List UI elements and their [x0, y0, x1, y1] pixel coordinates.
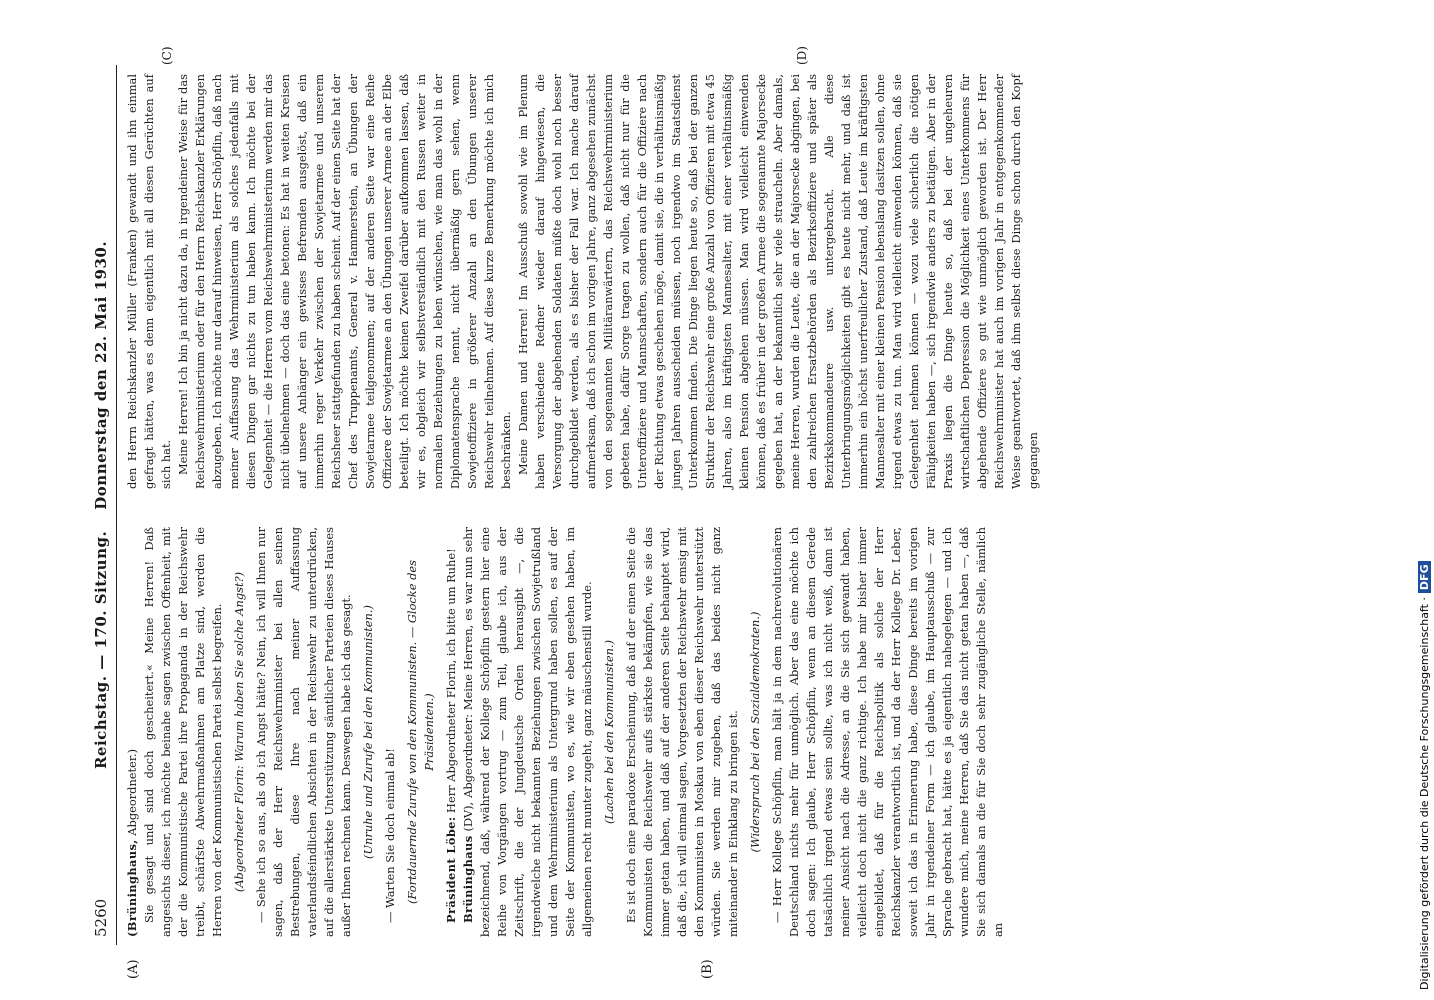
stage-text: (Fortdauernde Zurufe von den Kommunisten. — Glocke des Präsidenten.): [405, 560, 436, 904]
paragraph-text: Sie gesagt und sind doch gescheitert.« Meine Herren! Daß angesichts dieser, ich möchte beinahe sagen zwischen Offenheit, mit der die Kommunistische Partei ihre Propaganda in der Reichswehr treibt, schärfste Abwehrmaßnahmen am Platze sind, werden die Herren von der Kommunistischen Partei selbst begreifen.: [142, 527, 224, 937]
session-title: Reichstag. — 170. Sitzung.: [92, 530, 110, 770]
digitization-credit: [1418, 10, 1434, 990]
paragraph: [769, 527, 1007, 937]
speaker-name: Brüninghaus: [461, 835, 475, 923]
session-date: Donnerstag den 22. Mai 1930.: [92, 240, 110, 510]
column-left: [124, 527, 1007, 937]
dfg-logo: DFG: [1418, 561, 1431, 593]
paragraph: [124, 74, 175, 489]
stage-text: (Abgeordneter Florin: Warum haben Sie solche Angst?): [232, 571, 246, 893]
stage-direction: [404, 527, 438, 937]
speaker-name: (Brüninghaus,: [125, 839, 139, 937]
paragraph-text: — Sehe ich so aus, als ob ich Angst hätte? Nein, ich will Ihnen nur sagen, daß der Herr Reichswehrminister bei allen seinen Bestrebungen, diese Ihre nach meiner Auffassung vaterlandsfeindlichen Absichten in der Reichswehr zu unterdrücken, auf die allerstärkste Unterstützung sämtlicher Parteien dieses Hauses außer Ihnen rechnen kann. Deswegen habe ich das gesagt.: [254, 527, 353, 937]
margin-mark-a: (A): [126, 959, 141, 979]
paragraph-text: den Herrn Reichskanzler Müller (Franken) gewandt und ihn einmal gefragt hätten, was es denn eigentlich mit all diesen Gerüchten auf sich hat.: [125, 74, 173, 489]
document-page: [90, 46, 1360, 979]
page-header: [90, 65, 117, 945]
stage-direction: [360, 527, 377, 937]
margin-mark-c: (C): [160, 46, 174, 65]
header-title: [92, 65, 110, 945]
paragraph-text: Es ist doch eine paradoxe Erscheinung, daß auf der einen Seite die Kommunisten die Reichswehr aufs stärkste bekämpfen, wie sie das immer getan haben, und daß auf der anderen Seite behauptet wird, daß die, ich will einmal sagen, Vorgesetzten der Reichswehr emsig mit den Kommunisten in Moskau von eben dieser Reichswehr unterstützt würden. Sie werden mir zugeben, daß das beides nicht ganz miteinander in Einklang zu bringen ist.: [624, 527, 740, 937]
paragraph: [623, 527, 742, 937]
credit-text: Digitalisierung gefördert durch die Deutsche Forschungsgemeinschaft ·: [1418, 597, 1431, 990]
paragraph: [175, 74, 515, 489]
paragraph: [382, 527, 399, 937]
speech-text: Herr Abgeordneter Florin, ich bitte um Ruhe!: [444, 548, 458, 813]
paragraph: [141, 527, 226, 937]
paragraph: [515, 74, 1042, 489]
speaker-role: Abgeordneter.): [125, 748, 139, 836]
stage-text: (Lachen bei den Kommunisten.): [602, 639, 616, 825]
stage-text: (Widerspruch bei den Sozialdemokraten.): [748, 611, 762, 853]
speaker-paragraph: [124, 527, 141, 937]
paragraph-text: Meine Herren! Ich bin ja nicht dazu da, in irgendeiner Weise für das Reichswehrministerium oder für den Herrn Reichskanzler Erklärungen abzugeben. Ich möchte nur darauf hinweisen, Herr Schöpflin, daß nach meiner Auffassung das Wehrministerium als solches jedenfalls mit diesen Dingen gar nichts zu tun haben kann. Ich möchte bei der Gelegenheit — die Herren vom Reichswehrministerium werden mir das nicht übelnehmen — doch das eine betonen: Es hat in weiten Kreisen auf unsere Anhänger ein gewisses Befremden ausgelöst, daß ein immerhin reger Verkehr zwischen der Sowjetarmee und unserem Reichsheer stattgefunden zu haben scheint. Auf der einen Seite hat der Chef des Truppenamts, General v. Hammerstein, an Übungen der Sowjetarmee teilgenommen; auf der anderen Seite war eine Reihe Offiziere der Sowjetarmee an den Übungen unserer Armee an der Elbe beteiligt. Ich möchte keinen Zweifel darüber aufkommen lassen, daß wir es, obgleich wir selbstverständlich mit den Russen weiter in normalen Beziehungen zu leben wünschen, wie man das wohl in der Diplomatensprache nennt, nicht übermäßig gern sehen, wenn Sowjetoffiziere in größerer Anzahl an den Übungen unserer Reichswehr teilnehmen. Auf diese kurze Bemerkung möchte ich mich beschränken.: [176, 74, 513, 489]
page-number: 5260: [92, 898, 110, 937]
stage-direction: [747, 527, 764, 937]
speaker-name: Präsident Löbe:: [444, 816, 458, 923]
paragraph-text: Meine Damen und Herren! Im Ausschuß sowohl wie im Plenum haben verschiedene Redner wieder darauf hingewiesen, die Versorgung der abgehenden Soldaten müßte doch wohl noch besser durchgebildet werden, als es bisher der Fall war. Ich mache darauf aufmerksam, daß ich schon im vorigen Jahre, ganz abgesehen zunächst von den sogenannten Militäranwärtern, das Reichswehrministerium gebeten habe, dafür Sorge tragen zu wollen, daß nicht nur für die Unteroffiziere und Mannschaften, sondern auch für die Offiziere nach der Richtung etwas geschehen möge, damit sie, die in verhältnismäßig jungen Jahren ausscheiden müssen, noch irgendwo im Staatsdienst Unterkommen finden. Die Dinge liegen heute so, daß bei der ganzen Struktur der Reichswehr eine große Anzahl von Offizieren mit etwa 45 Jahren, also im kräftigsten Mannesalter, mit einer verhältnismäßig kleinen Pension abgehen müssen. Man wird vielleicht einwenden können, daß es früher in der großen Armee die sogenannte Majorsecke gegeben hat, an der bekanntlich sehr viele straucheln. Aber damals, meine Herren, wurden die Leute, die an der Majorsecke abgingen, bei den zahlreichen Ersatzbehörden als Bezirksoffiziere und später als Bezirkskommandeure usw. untergebracht. Alle diese Unterbringungsmöglichkeiten gibt es heute nicht mehr, und daß ist immerhin ein höchst unerfreulicher Zustand, daß Leute im kräftigsten Mannesalter mit einer kleinen Pension lebenslang dasitzen sollen, ohne irgend etwas zu tun. Man wird vielleicht einwenden können, daß sie Gelegenheit nehmen können — wozu viele sicherlich die nötigen Fähigkeiten haben —, sich irgendwie anders zu betätigen. Aber in der Praxis liegen die Dinge heute so, daß bei der ungeheuren wirtschaftlichen Depression die Möglichkeit eines Unterkommens für abgehende Offiziere so gut wie unmöglich geworden ist. Der Herr Reichswehrminister hat auch im vorigen Jahr in entgegenkommender Weise geantwortet, daß ihm selbst diese Dinge schon durch den Kopf gegangen: [516, 74, 1040, 489]
column-right: [124, 74, 1042, 489]
paragraph-text: — Herr Kollege Schöpflin, man hält ja in dem nachrevolutionären Deutschland nichts mehr für unmöglich. Aber das eine möchte ich doch sagen: Ich glaube, Herr Schöpflin, wenn an diesem Gerede tatsächlich irgend etwas sein sollte, was ich nicht weiß, dann ist meiner Ansicht nach die Adresse, an die Sie sich gewandt haben, vielleicht doch nicht die ganz richtige. Ich habe mir bisher immer eingebildet, daß für die Reichspolitik als solche der Herr Reichskanzler verantwortlich ist, und da der Herr Kollege Dr. Leber, soweit ich das in Erinnerung habe, diese Dinge bereits im vorigen Jahr in irgendeiner Form — ich glaube, im Hauptausschuß — zur Sprache gebracht hat, hätte es ja eigentlich nahegelegen — und ich wundere mich, meine Herren, daß Sie das nicht getan haben —, daß Sie sich damals an die für Sie doch sehr zugängliche Stelle, nämlich an: [770, 527, 1005, 937]
stage-direction: [601, 527, 618, 937]
speaker-paragraph: [460, 527, 596, 937]
paragraph-text: — Warten Sie doch einmal ab!: [383, 748, 397, 923]
speech-text: (DV), Abgeordneter: Meine Herren, es war nun sehr bezeichnend, daß, während der Kollege Schöpflin gestern hier eine Reihe von Vorgängen vortrug — zum Teil, glaube ich, aus der Zeitschrift, die der Jungdeutsche Orden herausgibt —, die irgendwelche nicht bekannten Beziehungen zwischen Sowjetrußland und dem Wehrministerium als Untergrund haben sollen, es auf der Seite der Kommunisten, wo es, wie wir eben gesehen haben, im allgemeinen recht munter zugeht, ganz mäuschenstill wurde.: [461, 526, 594, 937]
speaker-paragraph: [443, 527, 460, 937]
margin-mark-b: (B): [700, 959, 715, 979]
margin-mark-d: (D): [795, 46, 809, 65]
stage-direction: [231, 527, 248, 937]
stage-text: (Unruhe und Zurufe bei den Kommunisten.): [361, 605, 375, 859]
paragraph: [253, 527, 355, 937]
